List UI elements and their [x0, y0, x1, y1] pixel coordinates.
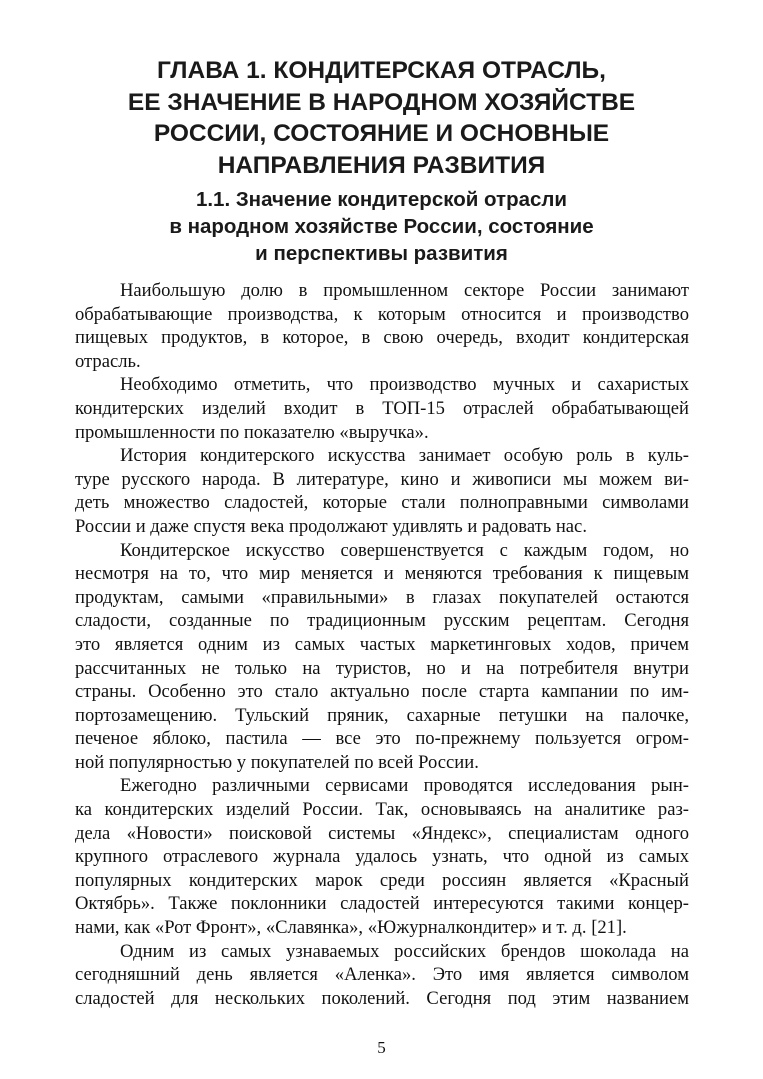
paragraph-line: кондитерских изделий входит в ТОП-15 отраслей обрабатывающей: [75, 397, 689, 419]
paragraph-line: ка кондитерских изделий России. Так, основываясь на аналитике раз-: [75, 799, 689, 821]
paragraph-line: продуктам, самыми «правильными» в глазах покупателей остаются: [75, 586, 689, 608]
chapter-title: [60, 55, 703, 181]
section-title-line: в народном хозяйстве России, состояние: [169, 215, 594, 238]
paragraph-line: это является одним из самых частых маркетинговых ходов, причем: [75, 633, 689, 655]
paragraph-line: отрасль.: [75, 350, 141, 372]
body-text: [75, 279, 689, 1010]
paragraph-line: популярных кондитерских марок среди россиян является «Красный: [75, 869, 689, 891]
paragraph-line: печеное яблоко, пастила — все это по-прежнему пользуется огром-: [75, 728, 689, 750]
paragraph-line: крупного отраслевого журнала удалось узнать, что одной из самых: [75, 846, 689, 868]
page-number: 5: [377, 1038, 386, 1057]
paragraph: [75, 539, 689, 775]
paragraph-line: Кондитерское искусство совершенствуется с каждым годом, но: [120, 539, 689, 561]
paragraph: [75, 774, 689, 939]
paragraph-line: Одним из самых узнаваемых российских брендов шоколада на: [120, 940, 689, 962]
section-title: [60, 186, 703, 267]
section-title-line: и перспективы развития: [255, 242, 508, 265]
paragraph-line: Наибольшую долю в промышленном секторе России занимают: [120, 280, 689, 301]
paragraph-line: ной популярностью у покупателей по всей России.: [75, 751, 479, 773]
paragraph-line: Ежегодно различными сервисами проводятся исследования рын-: [120, 775, 689, 797]
paragraph: [75, 279, 689, 373]
chapter-title-line: ЕЕ ЗНАЧЕНИЕ В НАРОДНОМ ХОЗЯЙСТВЕ: [127, 88, 636, 116]
paragraph-line: Необходимо отметить, что производство мучных и сахаристых: [120, 374, 689, 396]
paragraph-line: Октябрь». Также поклонники сладостей интересуются такими концер-: [75, 893, 689, 915]
paragraph-line: сегодняшний день является «Аленка». Это имя является символом: [75, 964, 689, 986]
paragraph-line: деть множество сладостей, которые стали полноправными символами: [75, 492, 689, 514]
chapter-title-line: НАПРАВЛЕНИЯ РАЗВИТИЯ: [217, 151, 546, 179]
paragraph-line: сладости, созданные по традиционным русским рецептам. Сегодня: [75, 610, 689, 632]
paragraph: [75, 940, 689, 1011]
paragraph-line: туре русского народа. В литературе, кино и живописи мы можем ви-: [75, 468, 689, 490]
paragraph-line: России и даже спустя века продолжают удивлять и радовать нас.: [75, 515, 587, 537]
section-title-line: 1.1. Значение кондитерской отрасли: [195, 188, 568, 211]
paragraph-line: промышленности по показателю «выручка».: [75, 421, 429, 443]
chapter-title-line: РОССИИ, СОСТОЯНИЕ И ОСНОВНЫЕ: [153, 120, 610, 147]
paragraph-line: обрабатывающие производства, к которым относится и производство: [75, 303, 689, 325]
paragraph-line: История кондитерского искусства занимает особую роль в куль-: [120, 445, 689, 467]
paragraph-line: портозамещению. Тульский пряник, сахарные петушки на палочке,: [75, 704, 689, 726]
paragraph-line: несмотря на то, что мир меняется и меняются требования к пищевым: [75, 563, 689, 585]
paragraph: [75, 444, 689, 538]
paragraph-line: пищевых продуктов, в которое, в свою очередь, входит кондитерская: [75, 327, 689, 349]
paragraph-line: сладостей для нескольких поколений. Сегодня под этим названием: [75, 987, 689, 1009]
paragraph-line: рассчитанных не только на туристов, но и на потребителя внутри: [75, 657, 689, 679]
paragraph-line: нами, как «Рот Фронт», «Славянка», «Южурналкондитер» и т. д. [21].: [75, 917, 627, 939]
paragraph: [75, 373, 689, 444]
chapter-title-line: ГЛАВА 1. КОНДИТЕРСКАЯ ОТРАСЛЬ,: [157, 57, 606, 84]
paragraph-line: дела «Новости» поисковой системы «Яндекс», специалистам одного: [75, 822, 689, 844]
paragraph-line: страны. Особенно это стало актуально после старта кампании по им-: [75, 681, 689, 703]
